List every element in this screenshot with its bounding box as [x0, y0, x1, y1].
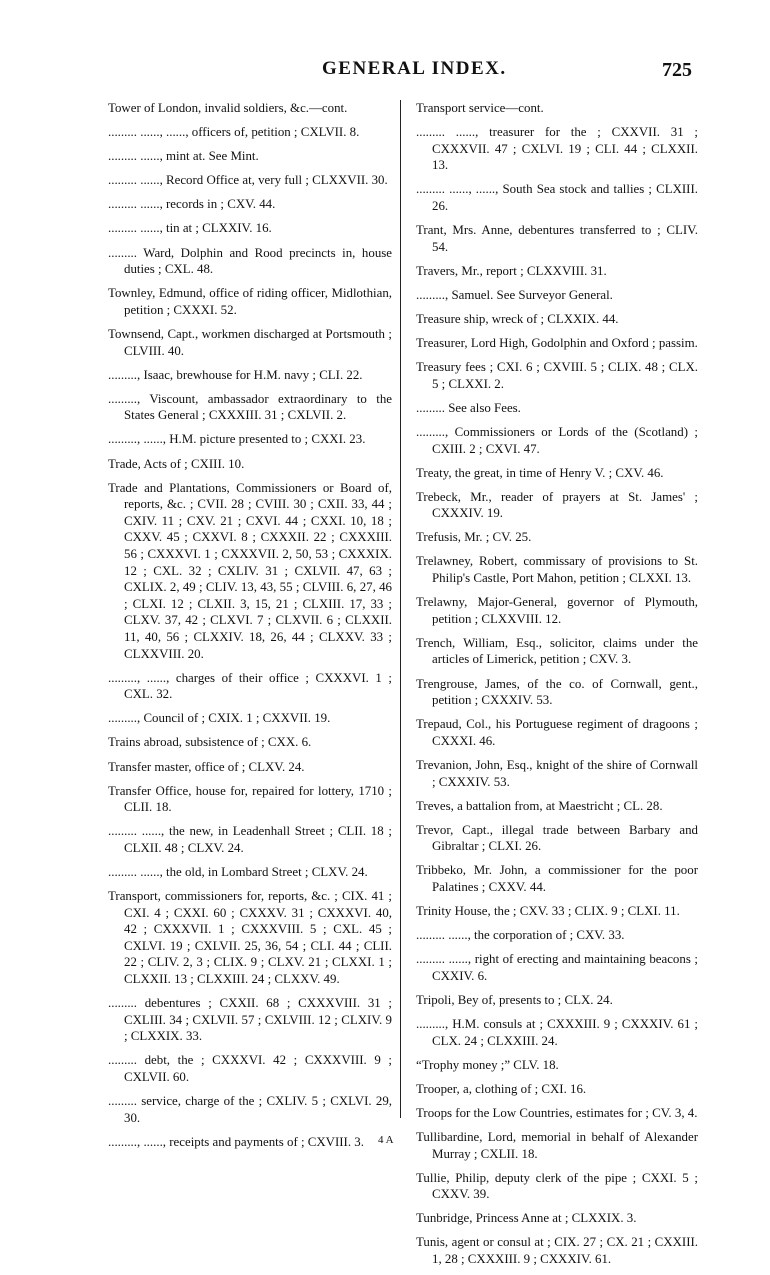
index-entry: Trains abroad, subsistence of ; CXX. 6.	[108, 735, 312, 750]
index-entry: Tullibardine, Lord, memorial in behalf of Alexander Murray ; CXLII. 18.	[416, 1130, 698, 1161]
index-entry: ......... ......, the old, in Lombard Street ; CLXV. 24.	[108, 864, 368, 879]
index-entry: ........., Isaac, brewhouse for H.M. navy ; CLI. 22.	[108, 367, 363, 382]
index-entry: Treasury fees ; CXI. 6 ; CXVIII. 5 ; CLIX. 48 ; CLX. 5 ; CLXXI. 2.	[416, 360, 698, 391]
index-entry: Tribbeko, Mr. John, a commissioner for the poor Palatines ; CXXV. 44.	[416, 863, 698, 894]
index-entry: Tripoli, Bey of, presents to ; CLX. 24.	[416, 992, 613, 1007]
index-entry: Trevor, Capt., illegal trade between Barbary and Gibraltar ; CLXI. 26.	[416, 822, 698, 854]
index-entry: ......... ......, right of erecting and maintaining beacons ; CXXIV. 6.	[416, 952, 698, 983]
index-entry: ......... debentures ; CXXII. 68 ; CXXXVIII. 31 ; CXLIII. 34 ; CXLVII. 57 ; CXLVIII. 12 ; CLXIV. 9 ; CLXXIX. 33.	[108, 996, 392, 1044]
signature-mark: 4 A	[378, 1134, 394, 1146]
index-entry: Trench, William, Esq., solicitor, claims under the articles of Limerick, petition ; CXV. 3.	[416, 635, 698, 667]
index-entry: ........., Viscount, ambassador extraordinary to the States General ; CXXXIII. 31 ; CXLVII. 2.	[108, 391, 392, 423]
index-entry: ......... See also Fees.	[416, 400, 521, 415]
index-entry: Trelawny, Major-General, governor of Plymouth, petition ; CLXXVIII. 12.	[416, 595, 698, 626]
page-title: GENERAL INDEX.	[322, 58, 507, 79]
left-column	[108, 100, 392, 1158]
index-entry: ......... ......, the new, in Leadenhall Street ; CLII. 18 ; CLXII. 48 ; CLXV. 24.	[108, 824, 392, 855]
index-entry: Trade, Acts of ; CXIII. 10.	[108, 456, 245, 471]
index-entry: ......... ......, ......, officers of, petition ; CXLVII. 8.	[108, 125, 360, 140]
index-entry: Trelawney, Robert, commissary of provisions to St. Philip's Castle, Port Mahon, petition ; CLXXI. 13.	[416, 554, 698, 586]
index-entry: ......... debt, the ; CXXXVI. 42 ; CXXXVIII. 9 ; CXLVII. 60.	[108, 1053, 392, 1084]
index-entry: Tunis, agent or consul at ; CIX. 27 ; CX. 21 ; CXXIII. 1, 28 ; CXXXIII. 9 ; CXXXIV. 61.	[416, 1235, 698, 1267]
index-entry: Transport, commissioners for, reports, &c. ; CIX. 41 ; CXI. 4 ; CXXI. 60 ; CXXXV. 31 ; CXXXVI. 40, 42 ; CXXXVII. 1 ; CXXXVIII. 5 ; CXL. 45 ; CXLVI. 19 ; CXLVII. 25, 36, 54 ; CLI. 44 ; CLII. 22 ; CLIV. 2, 3 ; CLIX. 9 ; CLXV. 21 ; CLXXI. 1 ; CLXXII. 13 ; CLXXIII. 24 ; CLXXV. 49.	[108, 889, 392, 987]
index-entry: ........., H.M. consuls at ; CXXXIII. 9 ; CXXXIV. 61 ; CLX. 24 ; CLXXIII. 24.	[416, 1017, 698, 1048]
index-entry: Trefusis, Mr. ; CV. 25.	[416, 530, 532, 545]
index-entry: Trade and Plantations, Commissioners or Board of, reports, &c. ; CVII. 28 ; CVIII. 30 ; CXII. 33, 44 ; CXIV. 11 ; CXV. 21 ; CXVI. 44 ; CXXI. 10, 18 ; CXXV. 45 ; CXXVI. 8 ; CXXXII. 22 ; CXXXIII. 56 ; CXXXVI. 1 ; CXXXVII. 2, 50, 53 ; CXXXIX. 12 ; CXL. 32 ; CXLIV. 31 ; CXLVII. 47, 63 ; CXLIX. 2, 49 ; CLIV. 13, 43, 55 ; CLVIII. 6, 27, 46 ; CLXI. 12 ; CLXII. 3, 15, 21 ; CLXIII. 17, 33 ; CLXV. 37, 42 ; CLXVI. 7 ; CLXVII. 6 ; CLXXII. 11, 40, 56 ; CLXXIV. 18, 26, 44 ; CLXXV. 33 ; CLXXVIII. 20.	[108, 480, 392, 661]
index-entry: Treaty, the great, in time of Henry V. ; CXV. 46.	[416, 465, 664, 480]
index-entry: ......... ......, the corporation of ; CXV. 33.	[416, 928, 625, 943]
index-entry: ........., Council of ; CXIX. 1 ; CXXVII. 19.	[108, 711, 331, 726]
index-entry: Trebeck, Mr., reader of prayers at St. James' ; CXXXIV. 19.	[416, 489, 698, 521]
right-column	[416, 100, 698, 1275]
index-entry: Tower of London, invalid soldiers, &c.—cont.	[108, 101, 348, 115]
page-number: 725	[662, 59, 692, 81]
index-entry: Townsend, Capt., workmen discharged at Portsmouth ; CLVIII. 40.	[108, 326, 392, 358]
column-divider	[400, 100, 401, 1118]
index-entry: Travers, Mr., report ; CLXXVIII. 31.	[416, 263, 607, 278]
index-entry: Trengrouse, James, of the co. of Cornwall, gent., petition ; CXXXIV. 53.	[416, 676, 698, 708]
index-entry: ......... ......, tin at ; CLXXIV. 16.	[108, 221, 272, 236]
index-entry: Trevanion, John, Esq., knight of the shire of Cornwall ; CXXXIV. 53.	[416, 757, 698, 789]
index-entry: ........., ......, charges of their office ; CXXXVI. 1 ; CXL. 32.	[108, 670, 392, 702]
index-entry: Tunbridge, Princess Anne at ; CLXXIX. 3.	[416, 1211, 637, 1226]
index-entry: Trepaud, Col., his Portuguese regiment of dragoons ; CXXXI. 46.	[416, 717, 698, 748]
index-entry: ......... ......, records in ; CXV. 44.	[108, 197, 276, 212]
index-entry: Tullie, Philip, deputy clerk of the pipe ; CXXI. 5 ; CXXV. 39.	[416, 1170, 698, 1202]
index-entry: ........., Commissioners or Lords of the (Scotland) ; CXIII. 2 ; CXVI. 47.	[416, 424, 698, 456]
index-entry: Treves, a battalion from, at Maestricht ; CL. 28.	[416, 798, 663, 813]
index-entry: Transfer master, office of ; CLXV. 24.	[108, 759, 305, 774]
index-entry: ......... ......, treasurer for the ; CXXVII. 31 ; CXXXVII. 47 ; CXLVI. 19 ; CLI. 44 ; CLXXII. 13.	[416, 125, 698, 173]
index-entry: Treasure ship, wreck of ; CLXXIX. 44.	[416, 311, 619, 326]
index-entry: Trinity House, the ; CXV. 33 ; CLIX. 9 ; CLXI. 11.	[416, 904, 680, 919]
index-entry: ......... Ward, Dolphin and Rood precincts in, house duties ; CXL. 48.	[108, 245, 392, 277]
index-entry: ......... service, charge of the ; CXLIV. 5 ; CXLVI. 29, 30.	[108, 1094, 392, 1125]
index-entry: Townley, Edmund, office of riding officer, Midlothian, petition ; CXXXI. 52.	[108, 286, 392, 317]
index-entry: ......... ......, ......, South Sea stock and tallies ; CLXIII. 26.	[416, 182, 698, 213]
index-entry: ........., ......, receipts and payments of ; CXVIII. 3.	[108, 1134, 364, 1149]
index-entry: “Trophy money ;” CLV. 18.	[416, 1057, 559, 1072]
index-entry: Troops for the Low Countries, estimates for ; CV. 3, 4.	[416, 1105, 698, 1120]
index-entry: ......... ......, mint at. See Mint.	[108, 149, 259, 164]
index-entry: Treasurer, Lord High, Godolphin and Oxford ; passim.	[416, 336, 698, 351]
index-entry: Transport service—cont.	[416, 101, 544, 115]
index-entry: Transfer Office, house for, repaired for lottery, 1710 ; CLII. 18.	[108, 783, 392, 815]
index-entry: Trant, Mrs. Anne, debentures transferred to ; CLIV. 54.	[416, 223, 698, 254]
index-entry: ........., ......, H.M. picture presented to ; CXXI. 23.	[108, 432, 366, 447]
index-entry: ......... ......, Record Office at, very full ; CLXXVII. 30.	[108, 173, 388, 188]
index-entry: ........., Samuel. See Surveyor General.	[416, 287, 613, 302]
index-entry: Trooper, a, clothing of ; CXI. 16.	[416, 1081, 587, 1096]
